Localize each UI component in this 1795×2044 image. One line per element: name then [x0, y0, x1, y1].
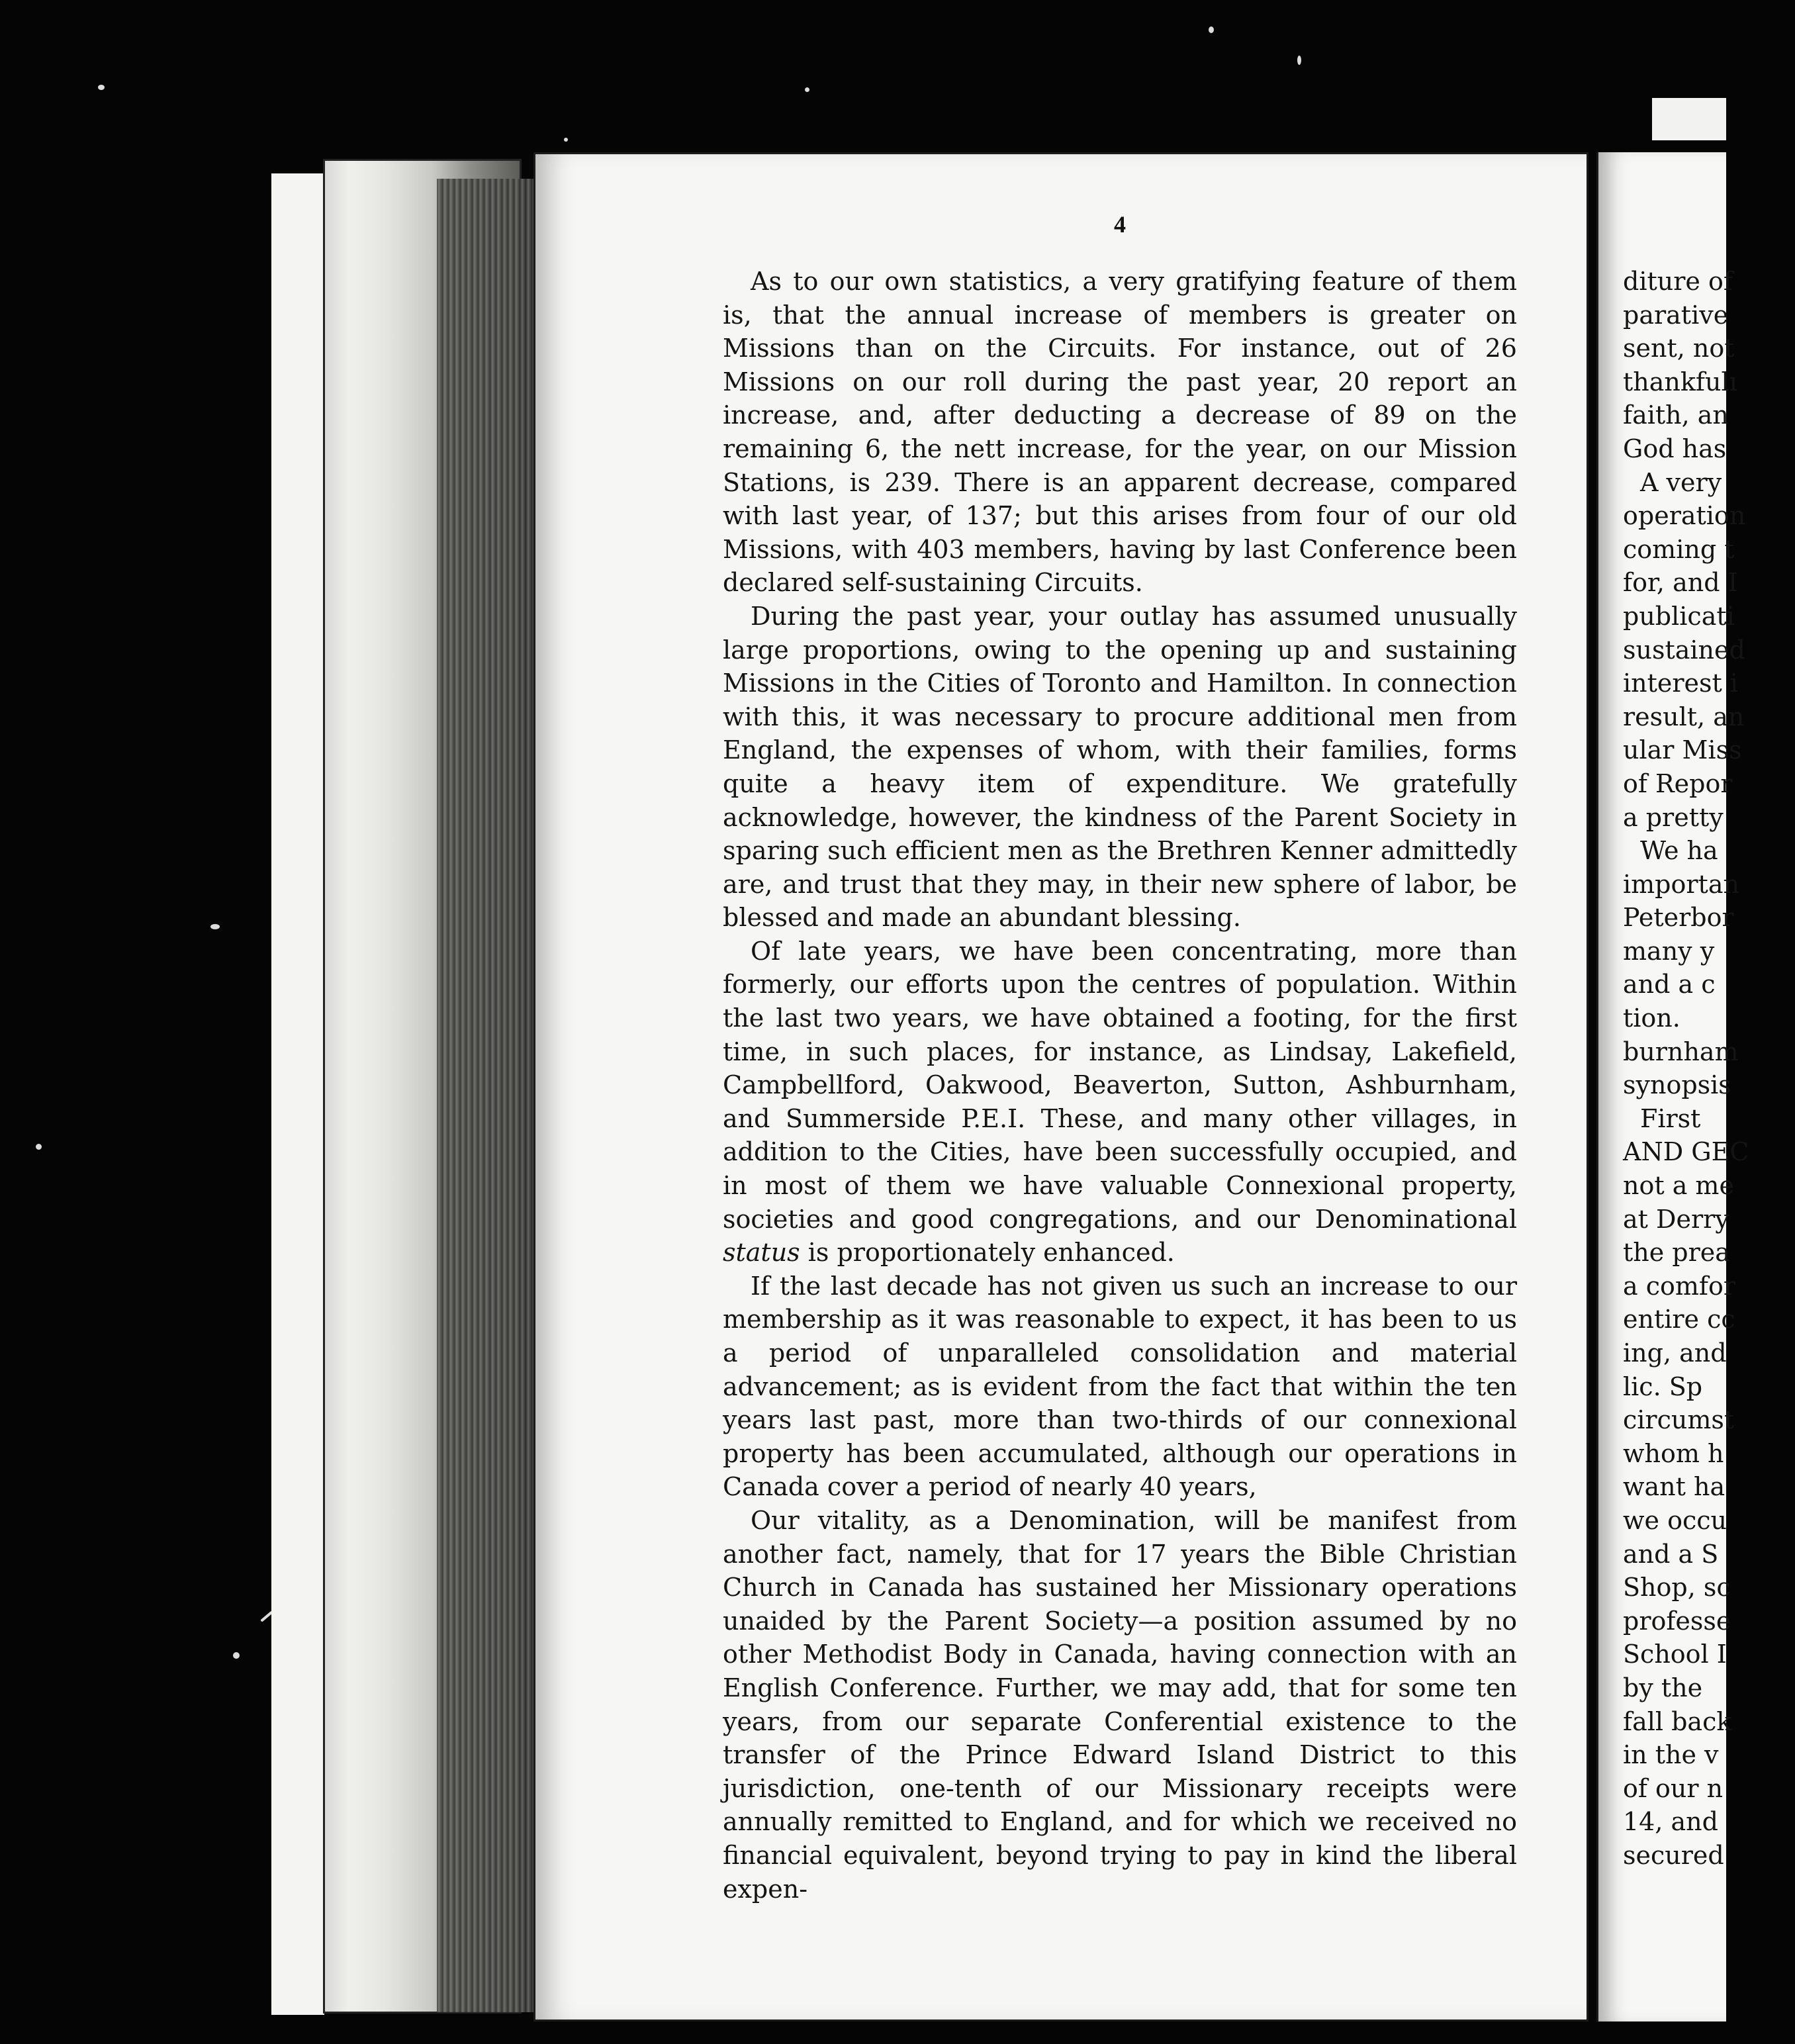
- facing-page-line: School I: [1623, 1640, 1727, 1669]
- facing-page-line: the prea: [1623, 1238, 1730, 1268]
- facing-page-line: 14, and: [1623, 1807, 1718, 1837]
- facing-page-line: faith, an: [1623, 400, 1729, 430]
- facing-page-line: Peterbor: [1623, 903, 1734, 933]
- dust-speck: [1209, 26, 1214, 33]
- facing-page-line: fall back: [1623, 1706, 1732, 1736]
- paragraph: As to our own statistics, a very gratifying feature of them is, that the annual increase of members is greater on Missions than on the Circuits. For instance, out of 26 Missions on our roll during the past year, 20 report an increase, and, after deducting a decrease of 89 on the remaining 6, the nett increase, for the year, on our Mission Stations, is 239. There is an apparent decrease, compared with last year, of 137; but this arises from four of our old Missions, with 403 members, having by last Conference been declared self-sustaining Circuits.: [723, 267, 1517, 598]
- facing-page-line: diture of: [1623, 267, 1733, 296]
- facing-page-line: Shop, sc: [1623, 1573, 1731, 1603]
- facing-page-line: tion.: [1623, 1003, 1680, 1033]
- facing-page-line: result, an: [1623, 702, 1745, 731]
- facing-page-line: not a me: [1623, 1171, 1734, 1201]
- paragraph: If the last decade has not given us such an increase to our membership as it was reasonable to expect, it has been to us a period of unparalleled consolidation and material advancement; as is evident from the fact that within the ten years last past, more than two-thirds of our connexional property has been accumulated, although our operations in Canada cover a period of nearly 40 years,: [723, 1271, 1517, 1502]
- facing-page-line: by the: [1623, 1673, 1703, 1702]
- dust-speck: [1297, 56, 1301, 65]
- facing-page-line: we occu: [1623, 1505, 1727, 1535]
- facing-page-line: of Repor: [1623, 768, 1733, 798]
- facing-page-line: whom h: [1623, 1438, 1724, 1468]
- facing-page-line: ing, and: [1623, 1338, 1727, 1368]
- facing-page-line: A very: [1640, 467, 1722, 497]
- facing-page-line: professe: [1623, 1606, 1731, 1636]
- facing-page-line: interest i: [1623, 669, 1739, 698]
- facing-page-corner: [1652, 98, 1726, 140]
- dust-speck: [233, 1652, 240, 1659]
- facing-page-line: We ha: [1640, 836, 1718, 866]
- facing-page-line: God has: [1623, 434, 1727, 463]
- dust-speck: [36, 1144, 42, 1150]
- facing-page-line: circumst: [1623, 1405, 1735, 1435]
- facing-page-line: a comfor: [1623, 1271, 1736, 1301]
- page-text-column: [723, 265, 1517, 1906]
- facing-page-text: [1623, 265, 1795, 1873]
- facing-page-line: in the v: [1623, 1740, 1719, 1770]
- facing-page-line: want ha: [1623, 1472, 1726, 1502]
- facing-page-line: First: [1640, 1103, 1701, 1133]
- facing-page-line: importan: [1623, 869, 1739, 899]
- dust-speck: [210, 924, 220, 929]
- facing-page-line: thankfulı: [1623, 367, 1737, 396]
- paragraph: During the past year, your outlay has assumed unusually large proportions, owing to the opening up and sustaining Missions in the Cities of Toronto and Hamilton. In connection with this, it was necessary to procure additional men from England, the expenses of whom, with their families, forms quite a heavy item of expenditure. We gratefully acknowledge, however, the kindness of the Parent Society in sparing such efficient men as the Brethren Kenner admittedly are, and trust that they may, in their new sphere of labor, be blessed and made an abundant blessing.: [723, 601, 1517, 933]
- facing-page-line: sent, not: [1623, 334, 1735, 363]
- paragraph: [723, 935, 1517, 1270]
- dust-speck: [564, 138, 568, 142]
- facing-page-line: lic. Sp: [1623, 1371, 1703, 1401]
- facing-page-line: and a S: [1623, 1539, 1719, 1569]
- facing-page-line: and a c: [1623, 970, 1716, 999]
- facing-page-line: of our n: [1623, 1773, 1724, 1803]
- dust-speck: [98, 85, 105, 90]
- facing-page-line: a pretty: [1623, 802, 1724, 832]
- facing-page-line: publicati: [1623, 601, 1735, 631]
- dust-speck: [805, 87, 809, 92]
- facing-page-line: burnham: [1623, 1037, 1739, 1066]
- italic-word: status: [723, 1238, 800, 1268]
- facing-page-line: synopsis: [1623, 1070, 1731, 1100]
- facing-page-line: parative: [1623, 300, 1729, 330]
- facing-page-line: for, and I: [1623, 568, 1738, 598]
- scanner-bed-strip: [271, 173, 324, 2015]
- paragraph: Our vitality, as a Denomination, will be manifest from another fact, namely, that for 17 years the Bible Christian Church in Canada has sustained her Missionary operations unaided by the Parent Society—a position assumed by no other Methodist Body in Canada, having connection with an English Conference. Further, we may add, that for some ten years, from our separate Conferential existence to the transfer of the Prince Edward Island District to this jurisdiction, one-tenth of our Missionary receipts were annually remitted to England, and for which we received no financial equivalent, beyond trying to pay in kind the liberal expen-: [723, 1505, 1517, 1904]
- facing-page-line: operation: [1623, 501, 1746, 531]
- facing-page-line: ular Miss: [1623, 735, 1742, 765]
- paragraph-tail: is proportionately enhanced.: [800, 1238, 1175, 1268]
- facing-page-line: sustained: [1623, 635, 1745, 665]
- facing-page-line: entire cc: [1623, 1305, 1735, 1334]
- facing-page-line: AND GEC: [1623, 1137, 1749, 1167]
- page-number: 4: [1114, 211, 1126, 238]
- facing-page-line: coming t: [1623, 534, 1735, 564]
- facing-page-line: many y: [1623, 936, 1715, 966]
- paragraph-text: Of late years, we have been concentrating, more than formerly, our efforts upon the centres of population. Within the last two years, we have obtained a footing, for the first time, in such places, for instance, as Lindsay, Lakefield, Campbellford, Oakwood, Beaverton, Sutton, Ashburnham, and Summerside P.E.I. These, and many other villages, in addition to the Cities, have been successfully occupied, and in most of them we have valuable Connexional property, societies and good congregations, and our Denominational: [723, 936, 1517, 1234]
- facing-page-line: secured: [1623, 1840, 1724, 1870]
- page-stack-edge: [437, 179, 536, 2012]
- facing-page-line: at Derry: [1623, 1204, 1729, 1234]
